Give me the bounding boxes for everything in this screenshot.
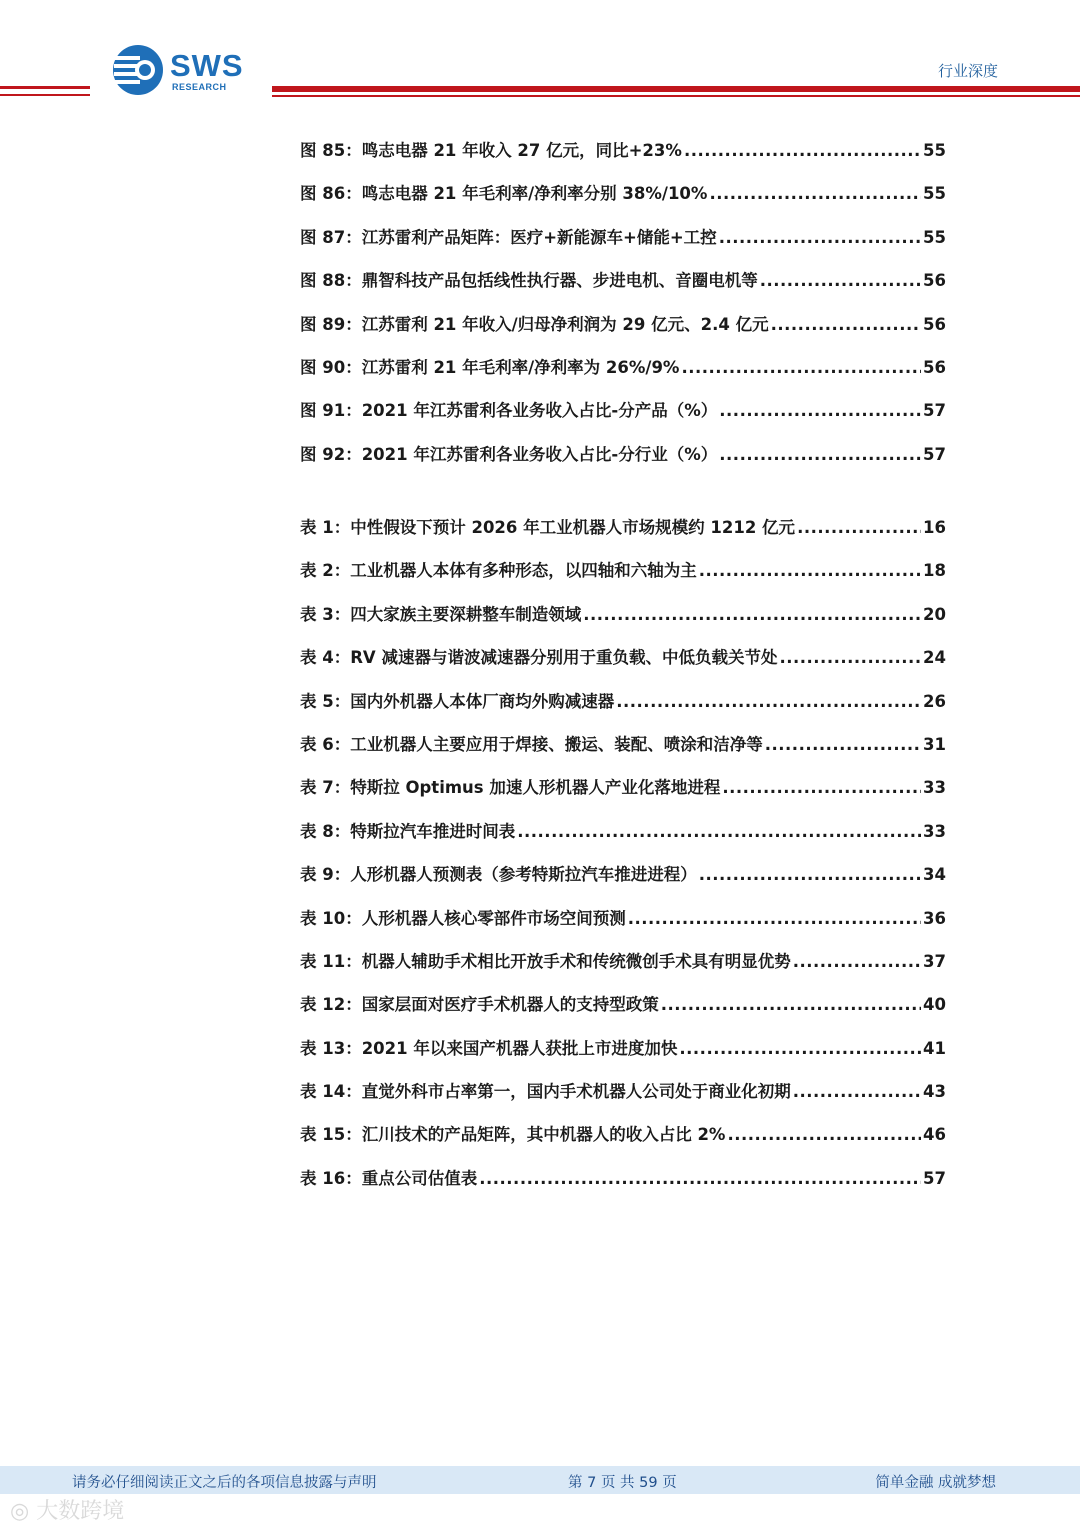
toc-entry-page: 36 bbox=[923, 908, 946, 928]
toc-leader bbox=[684, 129, 921, 172]
toc-entry[interactable] bbox=[300, 129, 946, 172]
toc-entry-page: 56 bbox=[923, 271, 946, 291]
toc-entry-page: 55 bbox=[923, 141, 946, 160]
toc-entry-page: 33 bbox=[923, 821, 946, 841]
toc-entry-page: 57 bbox=[923, 401, 946, 421]
toc-entry-page: 55 bbox=[923, 184, 946, 204]
logo-text: SWS bbox=[170, 48, 244, 83]
toc-entry-title: 表 9：人形机器人预测表（参考特斯拉汽车推进进程） bbox=[300, 865, 697, 885]
toc-entry-title: 图 91：2021 年江苏雷利各业务收入占比-分产品（%） bbox=[300, 401, 718, 421]
toc-entry-title: 表 7：特斯拉 Optimus 加速人形机器人产业化落地进程 bbox=[300, 778, 721, 798]
watermark-text: 大数跨境 bbox=[36, 1499, 125, 1524]
toc-entry[interactable] bbox=[300, 506, 946, 549]
toc-leader bbox=[797, 506, 921, 549]
toc-leader bbox=[628, 897, 921, 940]
toc-entry-page: 24 bbox=[923, 648, 946, 668]
toc-entry[interactable] bbox=[300, 983, 946, 1026]
toc-entry-page: 18 bbox=[923, 561, 946, 581]
toc-entry-page: 55 bbox=[923, 227, 946, 247]
toc-entry[interactable] bbox=[300, 593, 946, 636]
toc-entry-title: 表 6：工业机器人主要应用于焊接、搬运、装配、喷涂和洁净等 bbox=[300, 734, 763, 754]
tables-toc bbox=[300, 506, 946, 1200]
toc-entry[interactable] bbox=[300, 766, 946, 809]
toc-entry-title: 表 8：特斯拉汽车推进时间表 bbox=[300, 821, 516, 841]
toc-entry[interactable] bbox=[300, 853, 946, 896]
toc-entry[interactable] bbox=[300, 636, 946, 679]
toc-entry-page: 43 bbox=[923, 1082, 946, 1102]
toc-leader bbox=[661, 983, 921, 1026]
toc-entry-page: 20 bbox=[923, 604, 946, 624]
watermark bbox=[10, 1494, 124, 1525]
toc-entry-title: 表 2：工业机器人本体有多种形态，以四轴和六轴为主 bbox=[300, 561, 697, 581]
toc-entry[interactable] bbox=[300, 1027, 946, 1070]
toc-entry-page: 26 bbox=[923, 691, 946, 711]
toc-entry-title: 图 92：2021 年江苏雷利各业务收入占比-分行业（%） bbox=[300, 444, 718, 464]
sws-logo bbox=[112, 44, 252, 100]
toc-leader bbox=[479, 1157, 921, 1200]
footer-slogan: 简单金融 成就梦想 bbox=[875, 1475, 996, 1491]
toc-entry[interactable] bbox=[300, 259, 946, 302]
toc-entry-title: 图 89：江苏雷利 21 年收入/归母净利润为 29 亿元、2.4 亿元 bbox=[300, 314, 769, 334]
toc-entry-title: 图 88：鼎智科技产品包括线性执行器、步进电机、音圈电机等 bbox=[300, 271, 758, 291]
toc-leader bbox=[771, 303, 921, 346]
sws-logo-icon bbox=[112, 44, 164, 96]
toc-entry-title: 表 13：2021 年以来国产机器人获批上市进度加快 bbox=[300, 1038, 678, 1058]
watermark-icon: ◎ bbox=[10, 1499, 30, 1524]
toc-entry-title: 表 16：重点公司估值表 bbox=[300, 1168, 478, 1188]
toc-leader bbox=[793, 1070, 921, 1113]
toc-leader bbox=[719, 389, 921, 432]
page-footer bbox=[0, 1466, 1080, 1494]
toc-entry-page: 40 bbox=[923, 995, 946, 1015]
footer-page-number: 第 7 页 共 59 页 bbox=[568, 1475, 677, 1491]
toc-entry-page: 37 bbox=[923, 951, 946, 971]
toc-leader bbox=[583, 593, 921, 636]
toc-leader bbox=[517, 810, 921, 853]
toc-entry-page: 56 bbox=[923, 357, 946, 377]
toc-entry-page: 33 bbox=[923, 778, 946, 798]
header-rule-left-thin bbox=[0, 94, 90, 96]
header-rule-left bbox=[0, 86, 90, 89]
toc-entry[interactable] bbox=[300, 1113, 946, 1156]
toc-leader bbox=[681, 346, 921, 389]
toc-entry[interactable] bbox=[300, 389, 946, 432]
toc-entry[interactable] bbox=[300, 680, 946, 723]
toc-leader bbox=[616, 680, 921, 723]
toc-entry-page: 16 bbox=[923, 518, 946, 537]
toc-entry-page: 34 bbox=[923, 865, 946, 885]
toc-entry-title: 图 87：江苏雷利产品矩阵：医疗+新能源车+储能+工控 bbox=[300, 227, 717, 247]
toc-leader bbox=[699, 549, 921, 592]
toc-leader bbox=[722, 766, 921, 809]
toc-entry-title: 表 10：人形机器人核心零部件市场空间预测 bbox=[300, 908, 626, 928]
toc-leader bbox=[765, 723, 921, 766]
toc-entry[interactable] bbox=[300, 1070, 946, 1113]
toc-entry[interactable] bbox=[300, 303, 946, 346]
toc-entry[interactable] bbox=[300, 172, 946, 215]
toc-entry-page: 57 bbox=[923, 444, 946, 464]
toc-leader bbox=[793, 940, 921, 983]
toc-entry-title: 表 1：中性假设下预计 2026 年工业机器人市场规模约 1212 亿元 bbox=[300, 518, 796, 537]
toc-entry-page: 57 bbox=[923, 1168, 946, 1188]
toc-entry[interactable] bbox=[300, 549, 946, 592]
report-type-label: 行业深度 bbox=[937, 62, 998, 80]
toc-entry[interactable] bbox=[300, 216, 946, 259]
toc-entry-title: 图 86：鸣志电器 21 年毛利率/净利率分别 38%/10% bbox=[300, 184, 708, 204]
toc-leader bbox=[760, 259, 921, 302]
toc-entry[interactable] bbox=[300, 723, 946, 766]
header-rule-right bbox=[272, 86, 1080, 92]
toc-leader bbox=[779, 636, 921, 679]
toc-entry[interactable] bbox=[300, 346, 946, 389]
footer-disclaimer: 请务必仔细阅读正文之后的各项信息披露与声明 bbox=[72, 1475, 377, 1491]
header-rule-right-thin bbox=[272, 95, 1080, 97]
logo-subtext: RESEARCH bbox=[172, 82, 227, 92]
toc-entry-page: 41 bbox=[923, 1038, 946, 1058]
toc-entry-title: 表 12：国家层面对医疗手术机器人的支持型政策 bbox=[300, 995, 659, 1015]
toc-entry-title: 图 90：江苏雷利 21 年毛利率/净利率为 26%/9% bbox=[300, 357, 680, 377]
toc-entry[interactable] bbox=[300, 433, 946, 476]
toc-entry-title: 表 14：直觉外科市占率第一，国内手术机器人公司处于商业化初期 bbox=[300, 1082, 791, 1102]
toc-entry[interactable] bbox=[300, 940, 946, 983]
toc-entry[interactable] bbox=[300, 897, 946, 940]
toc-entry-page: 31 bbox=[923, 734, 946, 754]
toc-leader bbox=[709, 172, 921, 215]
toc-entry[interactable] bbox=[300, 1157, 946, 1200]
toc-entry-page: 46 bbox=[923, 1125, 946, 1145]
toc-leader bbox=[699, 853, 921, 896]
toc-entry-title: 表 3：四大家族主要深耕整车制造领域 bbox=[300, 604, 582, 624]
toc-leader bbox=[719, 433, 921, 476]
toc-leader bbox=[727, 1113, 921, 1156]
toc-entry[interactable] bbox=[300, 810, 946, 853]
toc-entry-title: 表 15：汇川技术的产品矩阵，其中机器人的收入占比 2% bbox=[300, 1125, 726, 1145]
toc-entry-title: 表 5：国内外机器人本体厂商均外购减速器 bbox=[300, 691, 615, 711]
toc-entry-page: 56 bbox=[923, 314, 946, 334]
toc-entry-title: 图 85：鸣志电器 21 年收入 27 亿元，同比+23% bbox=[300, 141, 682, 160]
toc-entry-title: 表 11：机器人辅助手术相比开放手术和传统微创手术具有明显优势 bbox=[300, 951, 791, 971]
figures-toc bbox=[300, 129, 946, 476]
toc-leader bbox=[679, 1027, 921, 1070]
toc-leader bbox=[719, 216, 921, 259]
toc-entry-title: 表 4：RV 减速器与谐波减速器分别用于重负载、中低负载关节处 bbox=[300, 648, 778, 668]
